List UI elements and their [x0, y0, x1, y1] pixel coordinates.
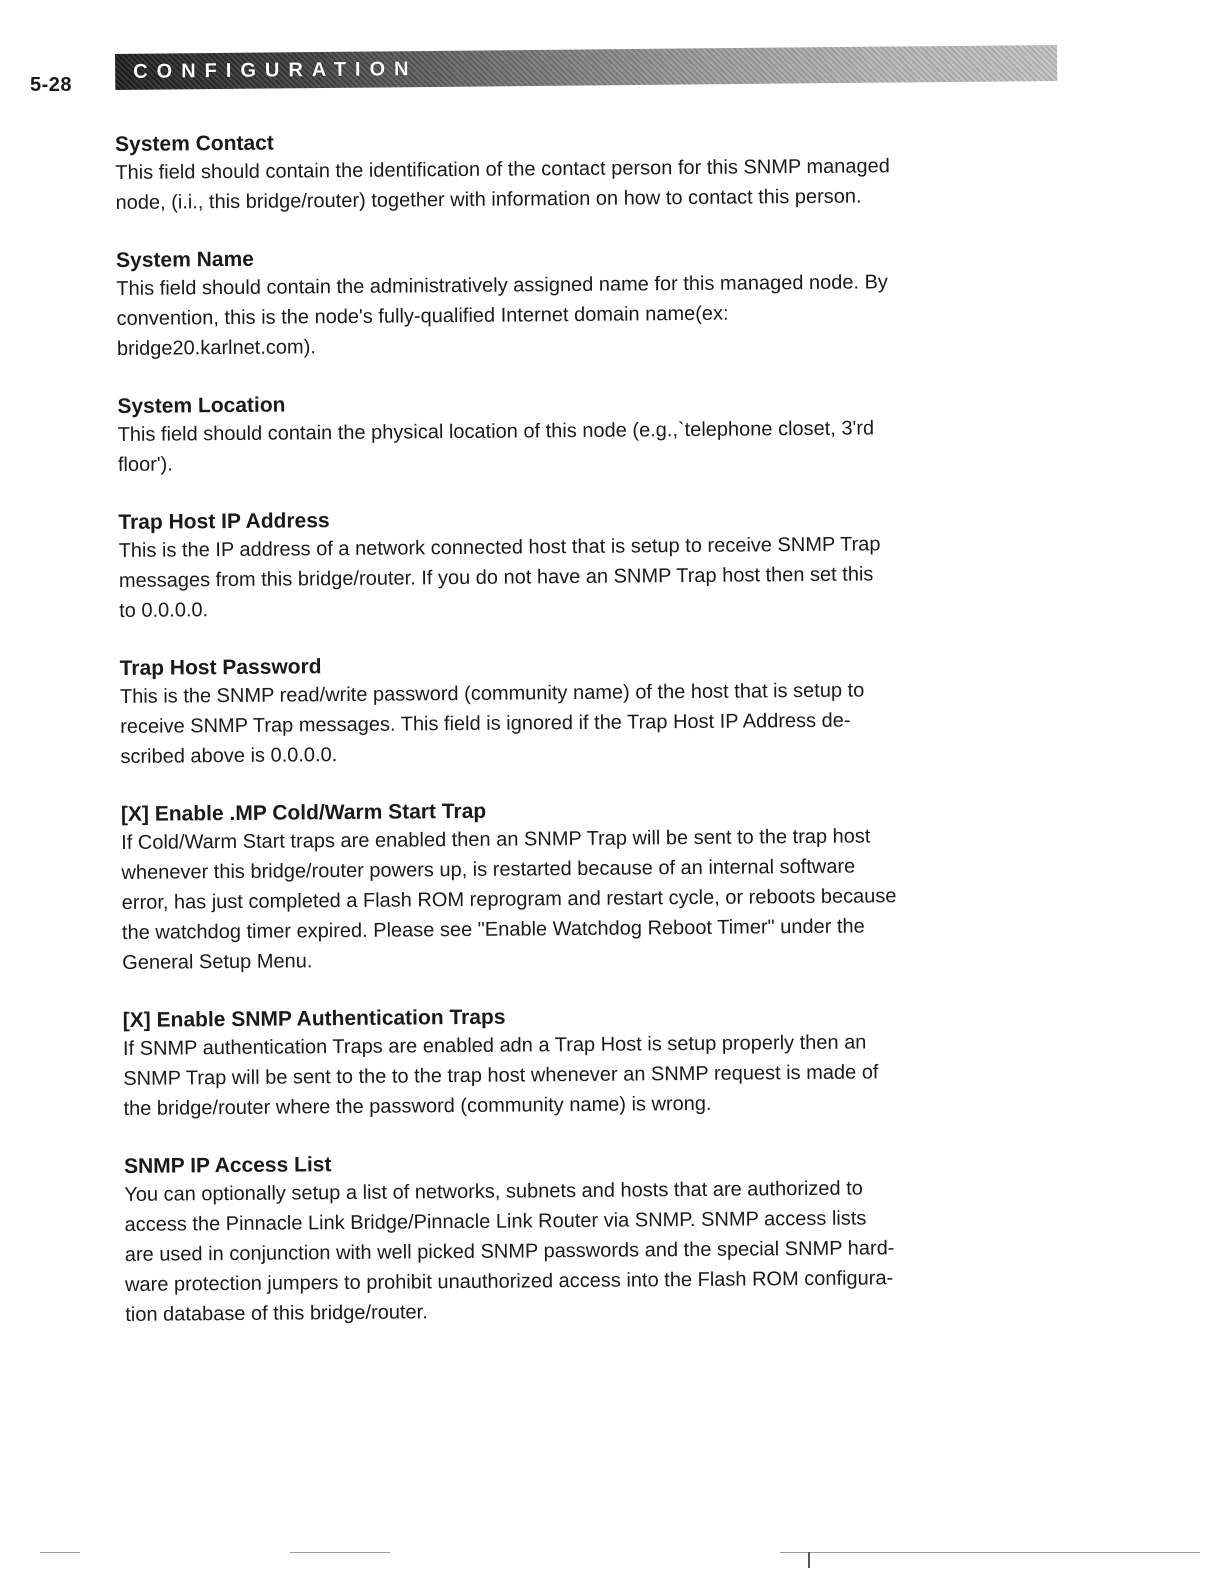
- page-content: [115, 124, 1076, 1360]
- section-snmp-ip-access-list: [124, 1146, 1075, 1330]
- section-heading: Trap Host Password: [119, 655, 322, 680]
- section-system-name: [116, 240, 1067, 364]
- footer-scan-line: [40, 1552, 80, 1553]
- section-trap-host-password: [120, 648, 1071, 772]
- section-body: If SNMP authentication Traps are enabled adn a Trap Host is setup properly then an SNMP Trap will be sent to the to the trap host whenever an SNMP request is made of the bridge/router where the password (community name) is wrong.: [122, 1031, 879, 1120]
- section-body: This field should contain the physical location of this node (e.g.,`telephone closet, 3'rd floor').: [117, 417, 875, 476]
- section-heading: [X] Enable .MP Cold/Warm Start Trap: [120, 799, 487, 826]
- section-body: You can optionally setup a list of networks, subnets and hosts that are authorized to access the Pinnacle Link Bridge/Pinnacle Link Router via SNMP. SNMP access lists are used in conjunction with well picked SNMP passwords and the special SNMP hard- ware protection jumpers to prohibit unauthorized access into the Flash ROM configura- tion database of this bridge/router.: [124, 1177, 895, 1326]
- section-heading: System Contact: [115, 131, 274, 156]
- section-body: This is the IP address of a network connected host that is setup to receive SNMP Trap messages from this bridge/router. If you do not have an SNMP Trap host then set this to 0.0.0.0.: [118, 533, 881, 622]
- section-system-contact: [115, 124, 1066, 218]
- section-heading: Trap Host IP Address: [118, 509, 330, 534]
- section-auth-traps: [123, 1000, 1074, 1124]
- section-heading: [X] Enable SNMP Authentication Traps: [122, 1005, 506, 1032]
- footer-scan-line: [290, 1552, 390, 1553]
- section-cold-warm-trap: [121, 794, 1072, 978]
- page-number: 5-28: [30, 74, 73, 96]
- section-banner: [115, 45, 1057, 90]
- section-trap-host-ip: [118, 502, 1069, 626]
- section-body: This field should contain the identification of the contact person for this SNMP managed node, (i.i., this bridge/router) together with information on how to contact this person.: [115, 155, 890, 214]
- section-title: CONFIGURATION: [133, 58, 418, 83]
- section-body: If Cold/Warm Start traps are enabled then an SNMP Trap will be sent to the trap host whenever this bridge/router powers up, is restarted because of an internal software error, has just completed a Flash ROM reprogram and restart cycle, or reboots because the watchdog timer expired. Please see "Enable Watchdog Reboot Timer" under the General Setup Menu.: [121, 825, 897, 974]
- section-heading: SNMP IP Access List: [123, 1153, 332, 1178]
- section-body: This field should contain the administratively assigned name for this managed node. By convention, this is the node's fully-qualified Internet domain name(ex: bridge20.karlnet.com).: [116, 271, 888, 360]
- footer-scan-line: [780, 1552, 1200, 1553]
- section-heading: System Location: [117, 393, 286, 418]
- section-system-location: [117, 386, 1068, 480]
- footer-scan-mark: [808, 1552, 810, 1568]
- section-heading: System Name: [116, 247, 254, 272]
- section-body: This is the SNMP read/write password (community name) of the host that is setup to receive SNMP Trap messages. This field is ignored if the Trap Host IP Address de- scribed above is 0.0.0.0.: [119, 679, 865, 768]
